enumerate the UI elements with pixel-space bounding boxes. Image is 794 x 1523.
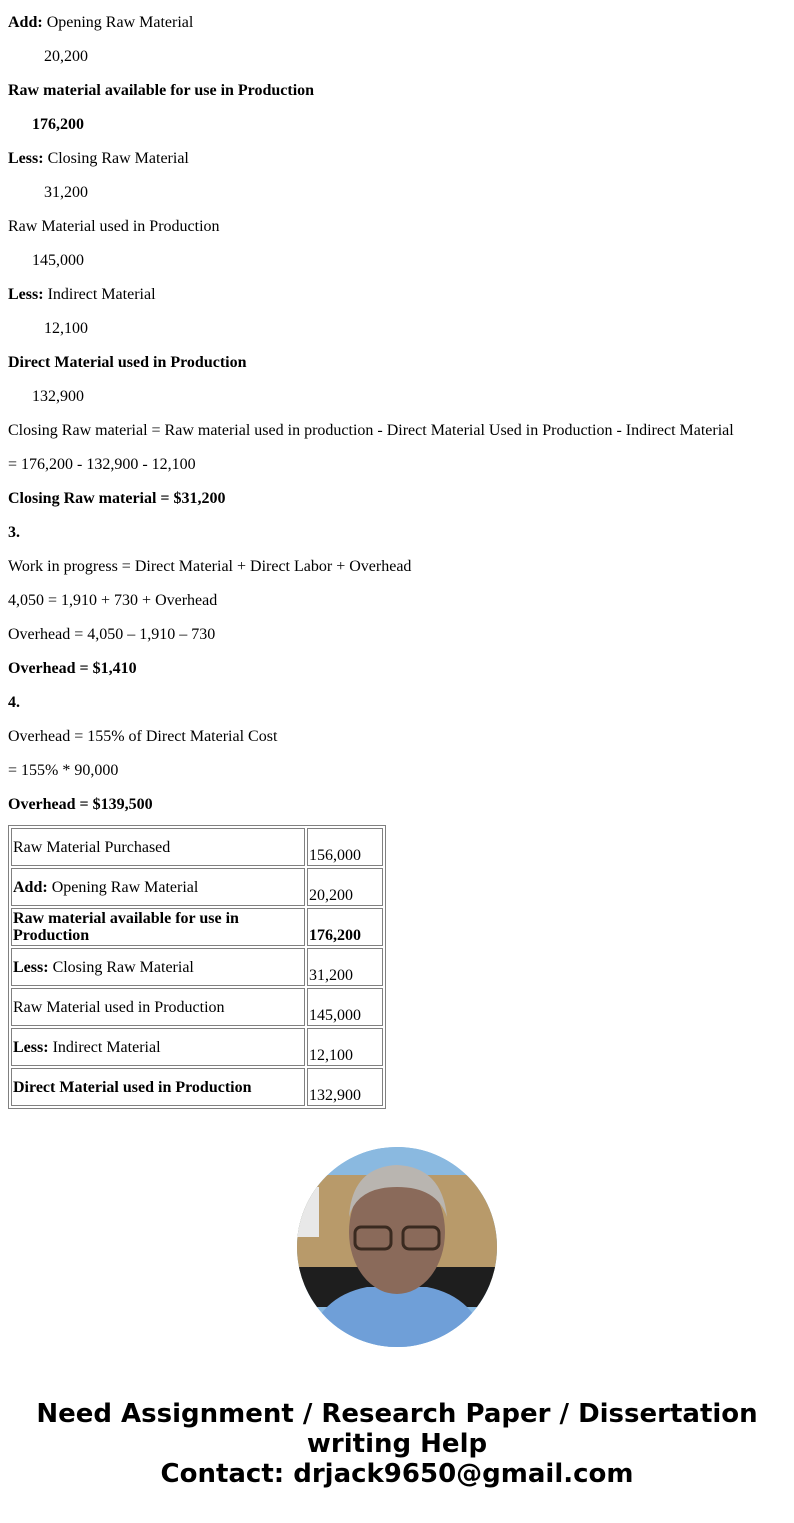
raw-material-table [8, 825, 386, 1109]
row-label [11, 988, 305, 1026]
bold-text: Less: [8, 286, 44, 303]
table-row [11, 948, 383, 986]
text-line [8, 68, 786, 102]
bold-text: Direct Material used in Production [13, 1078, 252, 1096]
plain-text: 12,100 [44, 320, 88, 337]
text-line [8, 782, 786, 816]
plain-text: Closing Raw Material [48, 958, 194, 976]
table-row [11, 908, 383, 946]
plain-text: Indirect Material [43, 286, 156, 303]
row-value: 132,900 [307, 1068, 383, 1106]
text-line [8, 204, 786, 238]
table-row [11, 868, 383, 906]
author-photo-icon [297, 1147, 497, 1347]
plain-text: Closing Raw material = Raw material used in production - Direct Material Used in Production - Indirect Material [8, 422, 734, 439]
bold-text: Overhead = $139,500 [8, 796, 153, 813]
bold-text: Raw material available for use in Production [13, 910, 239, 944]
bold-text: Closing Raw material = $31,200 [8, 490, 226, 507]
bold-text: Add: [8, 14, 43, 31]
plain-text: Opening Raw Material [42, 14, 194, 31]
author-avatar [297, 1147, 497, 1347]
bold-text: 3. [8, 524, 20, 541]
text-line [8, 748, 786, 782]
text-line [8, 646, 786, 680]
help-headline: Need Assignment / Research Paper / Dissertation writing Help [36, 1399, 758, 1459]
text-line [8, 510, 786, 544]
text-line [8, 476, 786, 510]
row-label [11, 828, 305, 866]
text-line [8, 374, 786, 408]
text-line [8, 34, 786, 68]
plain-text: Overhead = 4,050 – 1,910 – 730 [8, 626, 216, 643]
table-row [11, 828, 383, 866]
text-line [8, 442, 786, 476]
contact-email[interactable]: Contact: drjack9650@gmail.com [160, 1459, 634, 1489]
text-line [8, 578, 786, 612]
text-line [8, 680, 786, 714]
plain-text: 31,200 [44, 184, 88, 201]
plain-text: 132,900 [32, 388, 84, 405]
row-label [11, 908, 305, 946]
plain-text: 4,050 = 1,910 + 730 + Overhead [8, 592, 218, 609]
solution-text [8, 0, 786, 816]
bold-text: 4. [8, 694, 20, 711]
row-value: 31,200 [307, 948, 383, 986]
bold-text: Raw material available for use in Production [8, 82, 315, 99]
table-row [11, 1028, 383, 1066]
row-value: 176,200 [307, 908, 383, 946]
plain-text: 145,000 [32, 252, 84, 269]
plain-text: Indirect Material [48, 1038, 161, 1056]
text-line [8, 238, 786, 272]
table-row [11, 1068, 383, 1106]
row-value: 156,000 [307, 828, 383, 866]
plain-text: = 176,200 - 132,900 - 12,100 [8, 456, 196, 473]
text-line [8, 714, 786, 748]
plain-text: 20,200 [44, 48, 88, 65]
plain-text: Opening Raw Material [47, 878, 199, 896]
plain-text: Raw Material used in Production [8, 218, 220, 235]
plain-text: Closing Raw Material [43, 150, 189, 167]
row-value: 145,000 [307, 988, 383, 1026]
text-line [8, 340, 786, 374]
bold-text: 176,200 [32, 116, 84, 133]
text-line [8, 306, 786, 340]
text-line [8, 544, 786, 578]
bold-text: Direct Material used in Production [8, 354, 247, 371]
table-row [11, 988, 383, 1026]
row-label [11, 1028, 305, 1066]
plain-text: Raw Material used in Production [13, 998, 225, 1016]
text-line [8, 0, 786, 34]
bold-text: Less: [13, 958, 49, 976]
bold-text: Less: [13, 1038, 49, 1056]
plain-text: Raw Material Purchased [13, 838, 171, 856]
row-label [11, 948, 305, 986]
bold-text: Overhead = $1,410 [8, 660, 137, 677]
plain-text: = 155% * 90,000 [8, 762, 119, 779]
plain-text: Work in progress = Direct Material + Direct Labor + Overhead [8, 558, 412, 575]
text-line [8, 408, 786, 442]
plain-text: Overhead = 155% of Direct Material Cost [8, 728, 278, 745]
row-label [11, 1068, 305, 1106]
row-value: 12,100 [307, 1028, 383, 1066]
row-label [11, 868, 305, 906]
contact-footer [8, 1399, 786, 1489]
bold-text: Less: [8, 150, 44, 167]
text-line [8, 612, 786, 646]
text-line [8, 102, 786, 136]
row-value: 20,200 [307, 868, 383, 906]
bold-text: Add: [13, 878, 48, 896]
text-line [8, 136, 786, 170]
text-line [8, 272, 786, 306]
text-line [8, 170, 786, 204]
